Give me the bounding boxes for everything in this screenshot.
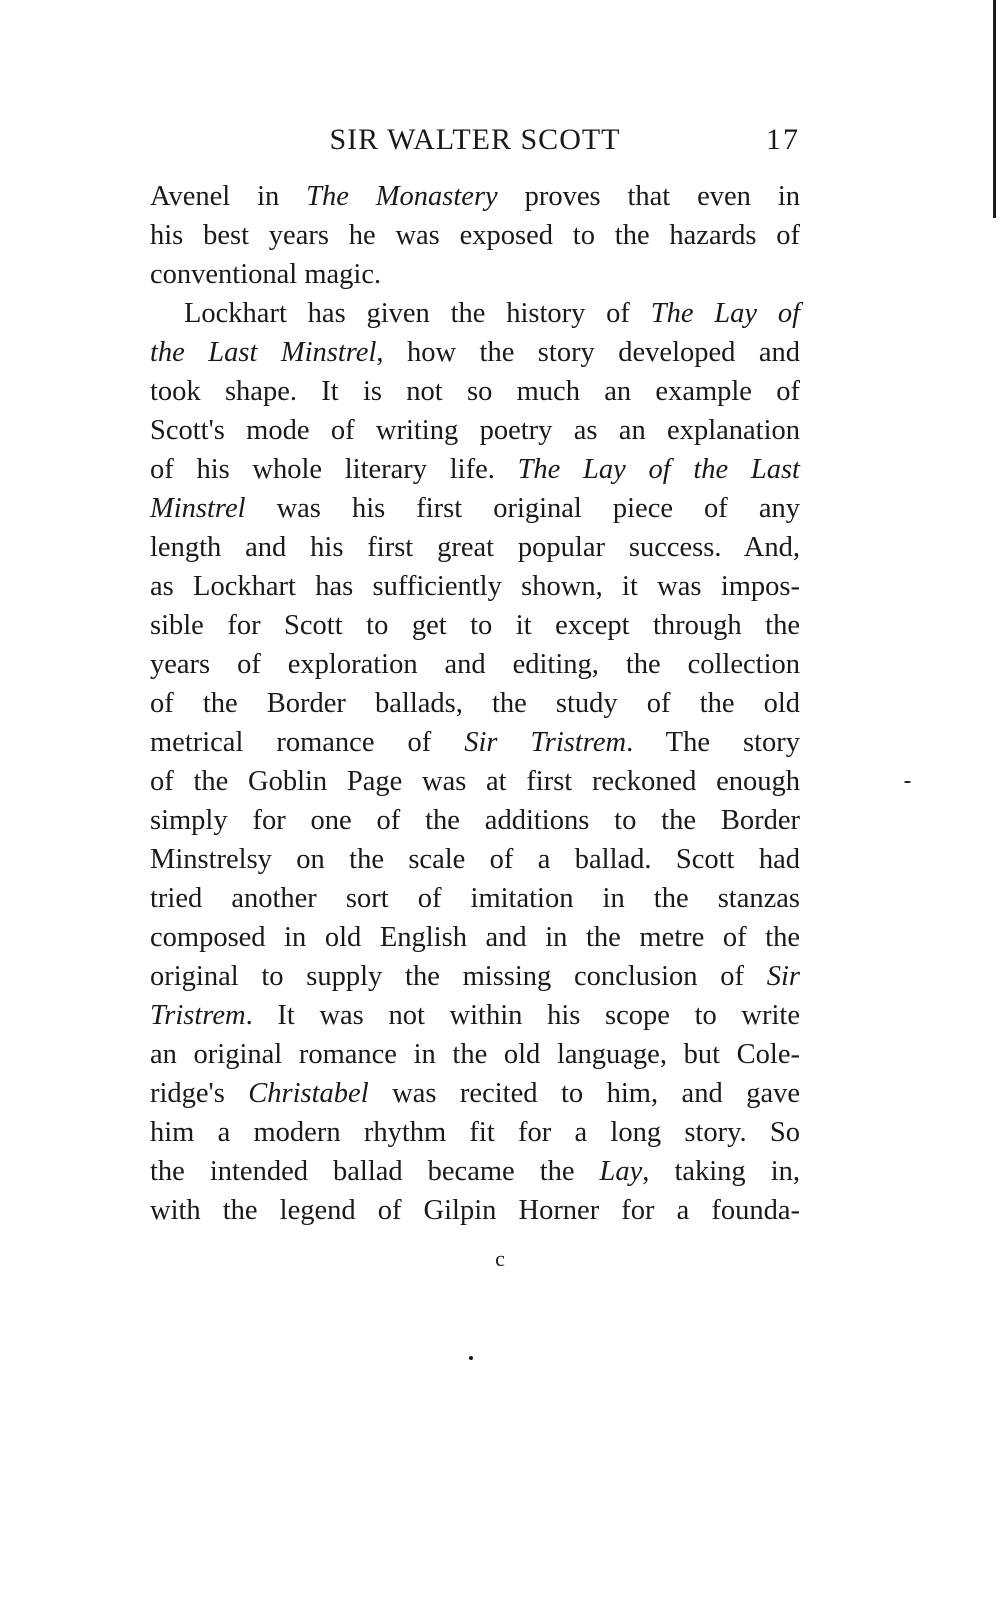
text-line: [150, 801, 800, 840]
running-title: SIR WALTER SCOTT: [329, 123, 621, 156]
text-line: [150, 1035, 800, 1074]
text-line: [150, 372, 800, 411]
italic-text: The Lay of: [650, 298, 801, 329]
text-line: [150, 606, 800, 645]
text-span: tried another sort of imitation in the stanzas: [150, 883, 800, 914]
text-span: simply for one of the additions to the Border: [150, 805, 800, 836]
signature-mark: c: [495, 1246, 505, 1271]
text-span: Scott's mode of writing poetry as an explanation: [150, 415, 800, 446]
text-line: [150, 489, 800, 528]
text-span: , taking in,: [642, 1156, 800, 1187]
text-span: as Lockhart has sufficiently shown, it was impos-: [150, 571, 800, 602]
text-span: took shape. It is not so much an example of: [150, 376, 800, 407]
italic-text: Sir Tristrem: [464, 727, 627, 758]
text-line: [150, 918, 800, 957]
page-number: 17: [766, 123, 800, 156]
text-line: [150, 1113, 800, 1152]
italic-text: the Last Minstrel: [150, 337, 377, 368]
text-line: [150, 567, 800, 606]
text-line: [150, 684, 800, 723]
page-edge-rule: [993, 0, 996, 218]
text-line: [150, 411, 800, 450]
italic-text: The Lay of the Last: [517, 454, 800, 485]
text-span: proves that even in: [497, 181, 800, 212]
text-span: Lockhart has given the history of: [184, 298, 651, 329]
text-line: [150, 645, 800, 684]
ink-speck: [904, 781, 911, 783]
text-line: [150, 1152, 800, 1191]
text-span: Minstrelsy on the scale of a ballad. Scott had: [150, 844, 800, 875]
text-line: [150, 528, 800, 567]
text-line: [150, 294, 800, 333]
italic-text: Lay: [599, 1156, 643, 1187]
text-span: original to supply the missing conclusion of: [150, 961, 767, 992]
text-line: [150, 762, 800, 801]
italic-text: Christabel: [248, 1078, 369, 1109]
text-line: [150, 1191, 800, 1230]
text-span: of his whole literary life.: [150, 454, 518, 485]
text-span: with the legend of Gilpin Horner for a founda-: [150, 1195, 800, 1226]
text-span: metrical romance of: [150, 727, 465, 758]
body-text: [150, 177, 800, 1230]
page-header: [150, 120, 800, 160]
text-span: years of exploration and editing, the collection: [150, 649, 800, 680]
text-span: . It was not within his scope to write: [245, 1000, 800, 1031]
text-line: [150, 1074, 800, 1113]
text-line: [150, 957, 800, 996]
text-span: , how the story developed and: [376, 337, 801, 368]
text-span: . The story: [626, 727, 800, 758]
text-line: [150, 216, 800, 255]
text-line: [150, 177, 800, 216]
italic-text: Sir: [766, 961, 800, 992]
text-line: [150, 723, 800, 762]
text-span: him a modern rhythm fit for a long story. So: [150, 1117, 800, 1148]
text-span: an original romance in the old language, but Cole-: [150, 1039, 800, 1070]
ink-speck: [469, 1356, 473, 1360]
text-line: [150, 333, 800, 372]
text-line: [150, 879, 800, 918]
text-line: [150, 255, 800, 294]
text-span: the intended ballad became the: [150, 1156, 600, 1187]
italic-text: Minstrel: [150, 493, 246, 524]
text-span: sible for Scott to get to it except through the: [150, 610, 800, 641]
italic-text: Tristrem: [150, 1000, 246, 1031]
text-line: [150, 450, 800, 489]
text-line: [150, 840, 800, 879]
text-span: length and his first great popular success. And,: [150, 532, 800, 563]
text-span: was his first original piece of any: [245, 493, 800, 524]
text-span: Avenel in: [150, 181, 307, 212]
text-span: composed in old English and in the metre of the: [150, 922, 800, 953]
text-span: of the Goblin Page was at first reckoned enough: [150, 766, 800, 797]
italic-text: The Monastery: [306, 181, 498, 212]
text-span: conventional magic.: [150, 259, 382, 290]
text-span: his best years he was exposed to the hazards of: [150, 220, 800, 251]
text-span: of the Border ballads, the study of the old: [150, 688, 800, 719]
text-line: [150, 996, 800, 1035]
text-span: ridge's: [150, 1078, 249, 1109]
text-span: was recited to him, and gave: [368, 1078, 800, 1109]
